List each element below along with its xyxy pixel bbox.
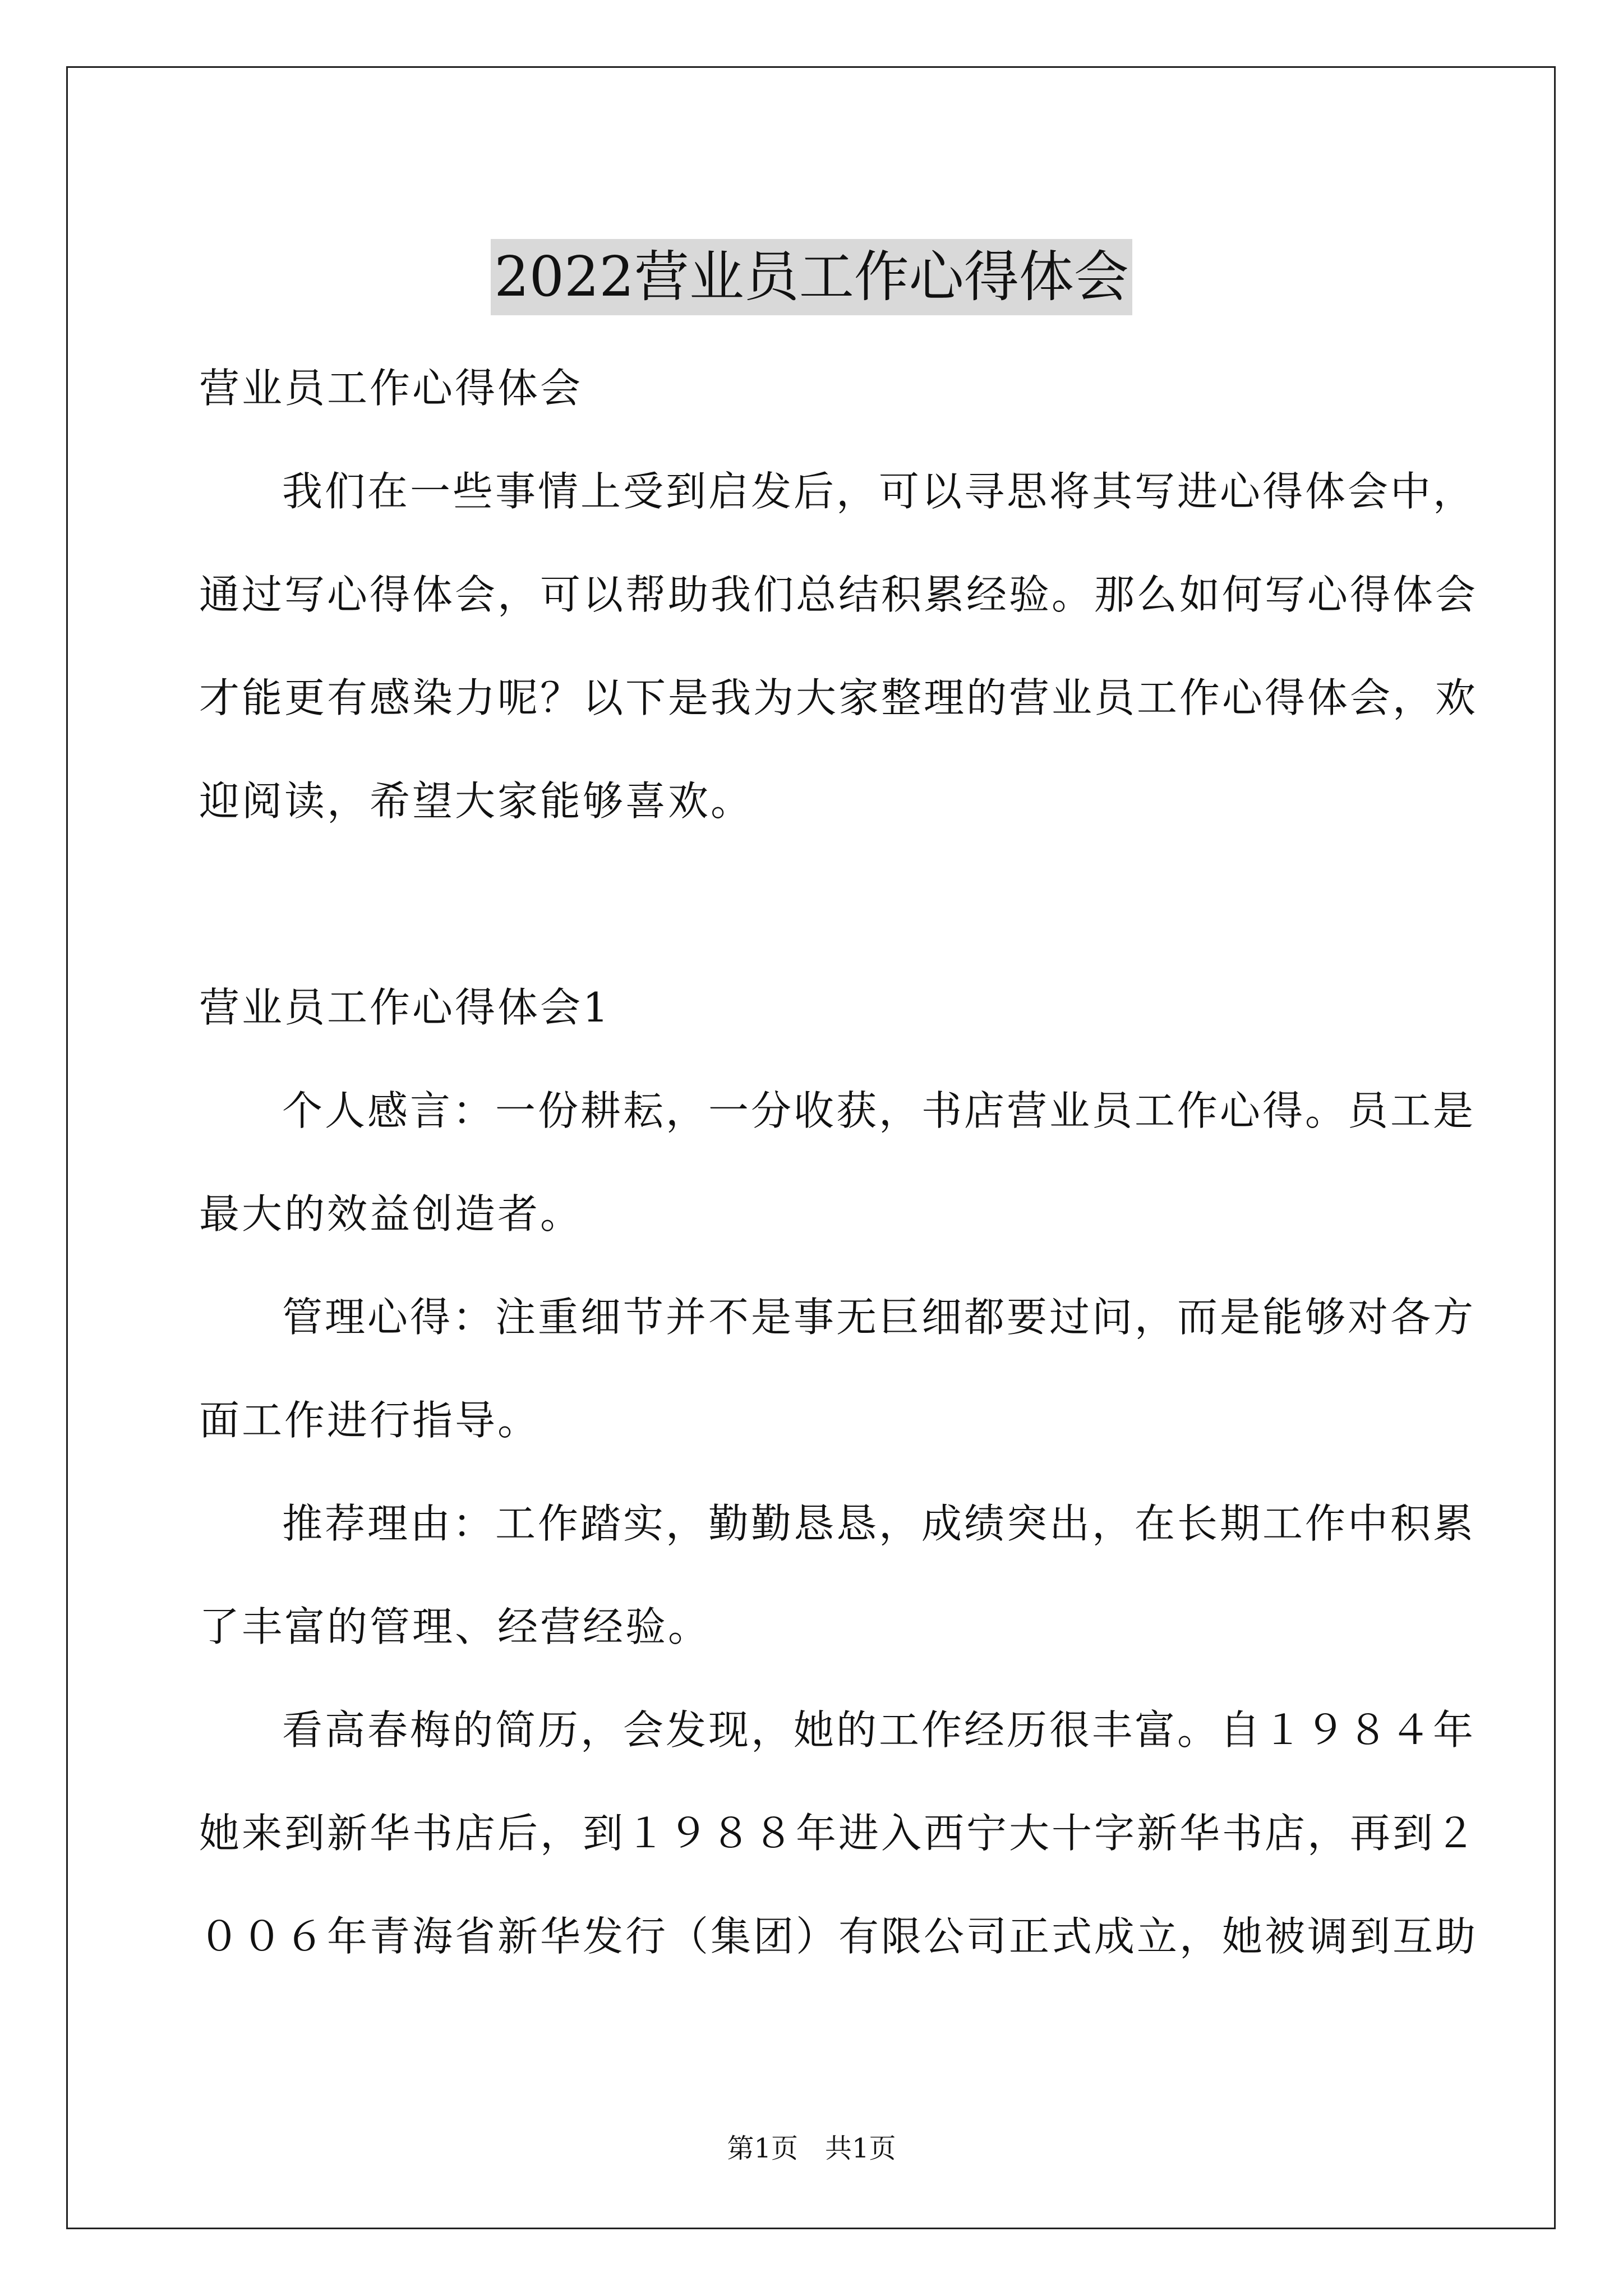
title-wrap — [0, 202, 1623, 352]
paragraph-line: 看高春梅的简历，会发现，她的工作经历很丰富。自１９８４年 — [282, 1706, 1476, 1754]
section-heading: 营业员工作心得体会1 — [199, 984, 611, 1031]
paragraph-line: 了丰富的管理、经营经验。 — [199, 1603, 711, 1650]
paragraph-line: 通过写心得体会，可以帮助我们总结积累经验。那么如何写心得体会 — [199, 571, 1478, 618]
document-title: 2022营业员工作心得体会 — [491, 239, 1132, 315]
paragraph-line: 我们在一些事情上受到启发后，可以寻思将其写进心得体会中， — [282, 468, 1476, 515]
paragraph-line: 管理心得：注重细节并不是事无巨细都要过问，而是能够对各方 — [282, 1294, 1476, 1341]
page-footer: 第1页 共1页 — [727, 2133, 896, 2164]
paragraph-line: 面工作进行指导。 — [199, 1397, 541, 1444]
paragraph-line: 她来到新华书店后，到１９８８年进入西宁大十字新华书店，再到２ — [199, 1810, 1478, 1857]
paragraph-line: 个人感言：一份耕耘，一分收获，书店营业员工作心得。员工是 — [282, 1087, 1476, 1134]
paragraph-line: 迎阅读，希望大家能够喜欢。 — [199, 777, 754, 825]
paragraph-line: 推荐理由：工作踏实，勤勤恳恳，成绩突出，在长期工作中积累 — [282, 1500, 1476, 1547]
paragraph-line: 才能更有感染力呢？以下是我为大家整理的营业员工作心得体会，欢 — [199, 674, 1478, 721]
paragraph-line: 最大的效益创造者。 — [199, 1190, 583, 1237]
intro-heading: 营业员工作心得体会 — [199, 365, 583, 412]
document-body — [199, 337, 1478, 1988]
spacer — [199, 853, 1433, 956]
paragraph-line: ００６年青海省新华发行（集团）有限公司正式成立，她被调到互助 — [199, 1913, 1478, 1960]
